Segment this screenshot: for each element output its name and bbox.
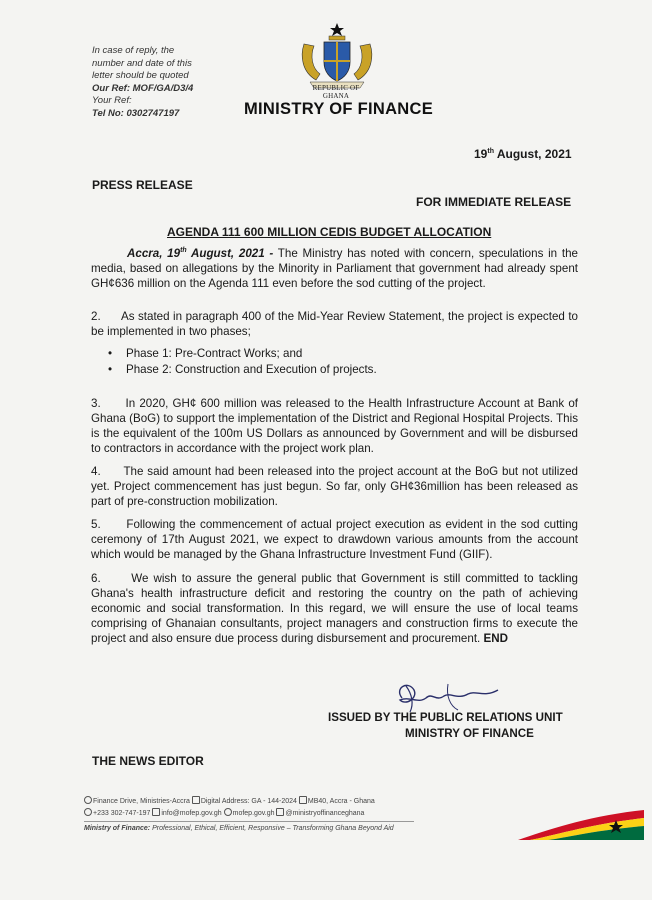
footer-contact-line-1: Finance Drive, Ministries-Accra Digital Address: GA - 144-2024 MB40, Accra - Ghana	[84, 796, 414, 808]
digital-address-icon	[192, 796, 200, 804]
paragraph-6: 6. We wish to assure the general public that Government is still committed to tackling Ghana's health infrastructure deficit and restoring the country on the path of achieving economic and social transformation. In this regard, we will ensure the use of local teams comprising of Ghanaian consultants, project managers and construction firms to execute the project and also ensure due process during disbursement and procurement. END	[91, 572, 582, 645]
bullet-icon: •	[108, 347, 113, 360]
your-ref: Your Ref:	[92, 95, 132, 106]
reply-note-line: letter should be quoted	[92, 70, 189, 81]
coat-of-arms-icon	[296, 22, 378, 90]
issued-by: ISSUED BY THE PUBLIC RELATIONS UNIT	[328, 711, 563, 724]
paragraph-5: 5. Following the commencement of actual project execution as evident in the sod cutting ceremony of 17th August 2021, we expect to drawdown various amounts from the account which would be managed by the Ghana Infrastructure Investment Fund (GIIF).	[91, 518, 582, 561]
web-icon	[224, 808, 232, 816]
reply-note	[92, 45, 193, 120]
ministry-title: MINISTRY OF FINANCE	[244, 100, 434, 118]
bullet-icon: •	[108, 363, 113, 376]
footer-divider	[84, 821, 414, 822]
paragraph-1: Accra, 19th August, 2021 - The Ministry has noted with concern, speculations in the media, based on allegations by the Minority in Parliament that government had already spent GH¢636 million on the Agenda 111 even before the sod cutting of the project.	[91, 246, 578, 290]
paragraph-2: 2. As stated in paragraph 400 of the Mid-Year Review Statement, the project is expected to be implemented in two phases;	[91, 310, 582, 338]
immediate-release-label: FOR IMMEDIATE RELEASE	[416, 195, 572, 209]
location-icon	[84, 796, 92, 804]
letter-footer	[84, 796, 414, 835]
mailbox-icon	[299, 796, 307, 804]
footer-contact-line-2: +233 302-747-197 info@mofep.gov.gh mofep.gov.gh @ministryoffinanceghana	[84, 808, 414, 820]
phase-list	[108, 346, 377, 378]
issued-ministry: MINISTRY OF FINANCE	[405, 727, 534, 740]
signature	[388, 676, 508, 716]
reply-note-line: number and date of this	[92, 57, 192, 69]
email-icon	[152, 808, 160, 816]
tel-no: Tel No: 0302747197	[92, 107, 180, 119]
letter-date: 19th August, 2021	[474, 147, 572, 161]
phone-icon	[84, 808, 92, 816]
list-item: • Phase 1: Pre-Contract Works; and	[108, 347, 303, 360]
paragraph-4: 4. The said amount had been released into the project account at the BoG but not utilized yet. Project commencement has just begun. So far, only GH¢36million has been released as part of pre-construction mobilization.	[91, 465, 582, 508]
release-heading: AGENDA 111 600 MILLION CEDIS BUDGET ALLOCATION	[167, 225, 492, 239]
republic-of-ghana: REPUBLIC OF GHANA	[312, 84, 360, 100]
footer-motto: Ministry of Finance: Professional, Ethical, Efficient, Responsive – Transforming Ghana Beyond Aid	[84, 825, 394, 832]
news-editor: THE NEWS EDITOR	[92, 754, 204, 768]
reply-note-line: In case of reply, the	[92, 45, 175, 56]
paragraph-3: 3. In 2020, GH¢ 600 million was released to the Health Infrastructure Account at Bank of Ghana (BoG) to support the implementation of the District and Regional Hospital Projects. This is the equivalent of the 100m US Dollars as announced by Government and will be disbursed to contractors in accordance with the project work plan.	[91, 397, 582, 455]
list-item: • Phase 2: Construction and Execution of projects.	[108, 363, 377, 376]
social-media-icon	[276, 808, 284, 816]
our-ref: Our Ref: MOF/GA/D3/4	[92, 82, 194, 94]
ghana-flag-ribbon-icon	[518, 796, 644, 840]
press-release-label: PRESS RELEASE	[92, 178, 193, 192]
